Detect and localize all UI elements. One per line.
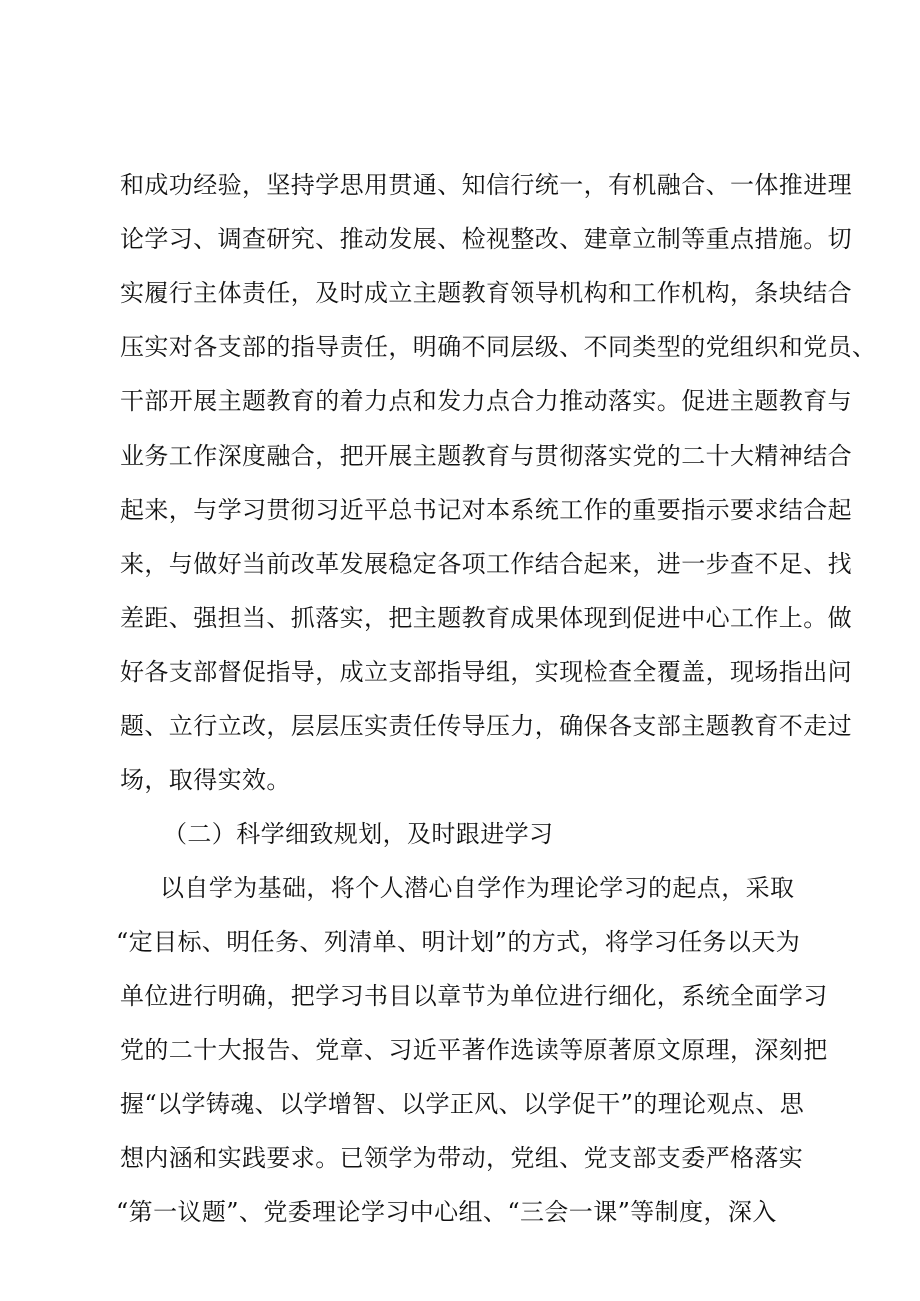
paragraph-2-line-6: 想内涵和实践要求。已领学为带动，党组、党支部支委严格落实	[120, 1144, 804, 1172]
paragraph-1-line-3: 实履行主体责任，及时成立主题教育领导机构和工作机构，条块结合	[120, 279, 852, 307]
paragraph-2-line-4: 党的二十大报告、党章、习近平著作选读等原著原文原理，深刻把	[120, 1036, 828, 1064]
paragraph-1-line-12: 场，取得实效。	[120, 766, 291, 794]
paragraph-1-line-7: 起来，与学习贯彻习近平总书记对本系统工作的重要指示要求结合起	[120, 496, 852, 524]
paragraph-1-line-6: 业务工作深度融合，把开展主题教育与贯彻落实党的二十大精神结合	[120, 442, 852, 470]
paragraph-2-line-5: 握“以学铸魂、以学增智、以学正风、以学促干”的理论观点、思	[120, 1090, 805, 1118]
paragraph-2-line-2: “定目标、明任务、列清单、明计划”的方式，将学习任务以天为	[116, 928, 801, 956]
section-heading: （二）科学细致规划，及时跟进学习	[163, 820, 554, 848]
paragraph-1-line-4: 压实对各支部的指导责任，明确不同层级、不同类型的党组织和党员、	[120, 333, 877, 361]
paragraph-2-line-3: 单位进行明确，把学习书目以章节为单位进行细化，系统全面学习	[120, 982, 828, 1010]
paragraph-1-line-10: 好各支部督促指导，成立支部指导组，实现检查全覆盖，现场指出问	[120, 658, 852, 686]
paragraph-2-line-1: 以自学为基础，将个人潜心自学作为理论学习的起点，采取	[160, 874, 795, 902]
paragraph-1-line-2: 论学习、调查研究、推动发展、检视整改、建章立制等重点措施。切	[120, 225, 852, 253]
paragraph-1-line-8: 来，与做好当前改革发展稳定各项工作结合起来，进一步查不足、找	[120, 550, 852, 578]
paragraph-1-line-1: 和成功经验，坚持学思用贯通、知信行统一，有机融合、一体推进理	[120, 171, 852, 199]
paragraph-1-line-11: 题、立行立改，层层压实责任传导压力，确保各支部主题教育不走过	[120, 712, 852, 740]
paragraph-2-line-7: “第一议题”、党委理论学习中心组、“三会一课”等制度，深入	[116, 1198, 777, 1226]
paragraph-1-line-9: 差距、强担当、抓落实，把主题教育成果体现到促进中心工作上。做	[120, 604, 852, 632]
paragraph-1-line-5: 干部开展主题教育的着力点和发力点合力推动落实。促进主题教育与	[120, 387, 852, 415]
